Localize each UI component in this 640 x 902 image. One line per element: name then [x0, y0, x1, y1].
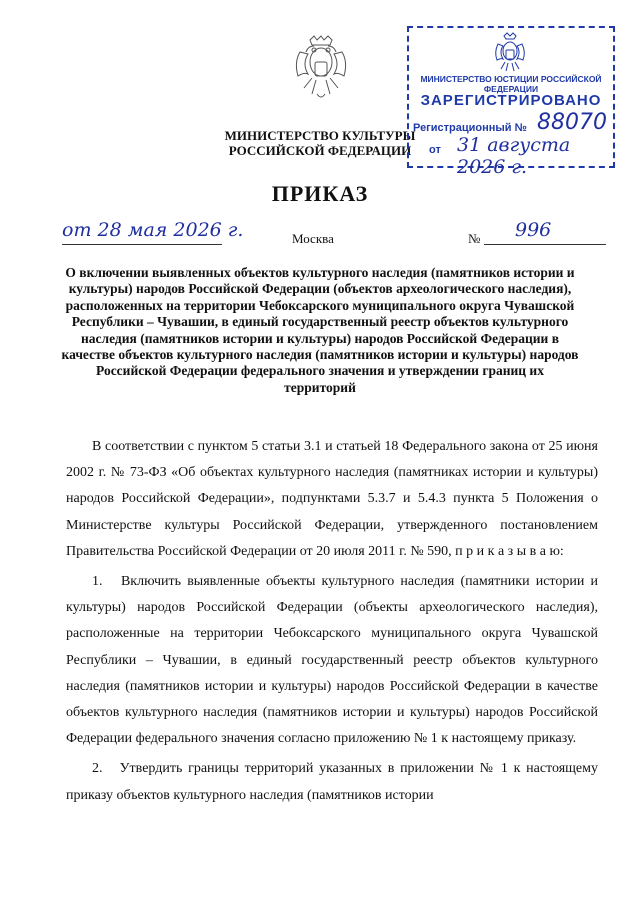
- order-body: [66, 434, 598, 809]
- item-2-paragraph: 2. Утвердить границы территорий указанных в приложении № 1 к настоящему приказу объектов культурного наследия (памятников истории: [66, 761, 598, 803]
- stamp-reg-number: 88070: [537, 110, 607, 135]
- order-date: от 28 мая 2026 г.: [62, 219, 244, 241]
- stamp-ministry: МИНИСТЕРСТВО ЮСТИЦИИ РОССИЙСКОЙ ФЕДЕРАЦИИ: [420, 74, 602, 94]
- number-underline: [484, 244, 606, 245]
- date-underline: [62, 244, 222, 245]
- stamp-registered: ЗАРЕГИСТРИРОВАНО: [420, 92, 602, 109]
- coat-of-arms-icon: [292, 34, 350, 104]
- item-1-paragraph: 1. Включить выявленные объекты культурного наследия (памятники истории и культуры) народов Российской Федерации (объекты археологического наследия), расположенные на территории Чебоксарского муниципального округа Чувашской Республики – Чувашии, в единый государственный реестр объектов культурного наследия (памятников истории и культуры) народов Российской Федерации в качестве объектов культурного наследия (памятников истории и культуры) народов Российской Федерации федерального значения согласно приложению № 1 к настоящему приказу.: [66, 574, 598, 747]
- stamp-emblem-icon: [493, 32, 527, 72]
- stamp-reg-label: Регистрационный №: [413, 122, 527, 134]
- order-city: Москва: [292, 231, 334, 246]
- document-title: ПРИКАЗ: [271, 181, 369, 206]
- number-label: №: [468, 231, 481, 246]
- ministry-line-2: РОССИЙСКОЙ ФЕДЕРАЦИИ: [228, 143, 412, 158]
- stamp-date-label: от: [429, 144, 441, 156]
- stamp-date: 31 августа 2026 г.: [457, 134, 571, 178]
- order-heading: О включении выявленных объектов культурного наследия (памятников истории и культуры) народов Российской Федерации (объектов археологического наследия), расположенных на территории Чебоксарского муниципального округа Чувашской Республики – Чувашии, в единый государственный реестр объектов культурного наследия (памятников истории и культуры) народов Российской Федерации в качестве объектов культурного наследия (памятников истории и культуры) народов Российской Федерации федерального значения и утверждении границ их территорий: [61, 265, 579, 395]
- order-number: 996: [515, 219, 552, 241]
- preamble-paragraph: В соответствии с пунктом 5 статьи 3.1 и статьей 18 Федерального закона от 25 июня 2002 г. № 73-ФЗ «Об объектах культурного наследия (памятниках истории и культуры) народов Российской Федерации», подпунктами 5.3.7 и 5.4.3 пункта 5 Положения о Министерстве культуры Российской Федерации, утвержденного постановлением Правительства Российской Федерации от 20 июля 2011 г. № 590, п р и к а з ы в а ю:: [66, 439, 598, 559]
- ministry-name: [200, 128, 440, 158]
- ministry-line-1: МИНИСТЕРСТВО КУЛЬТУРЫ: [224, 128, 416, 143]
- registration-stamp: [407, 26, 615, 178]
